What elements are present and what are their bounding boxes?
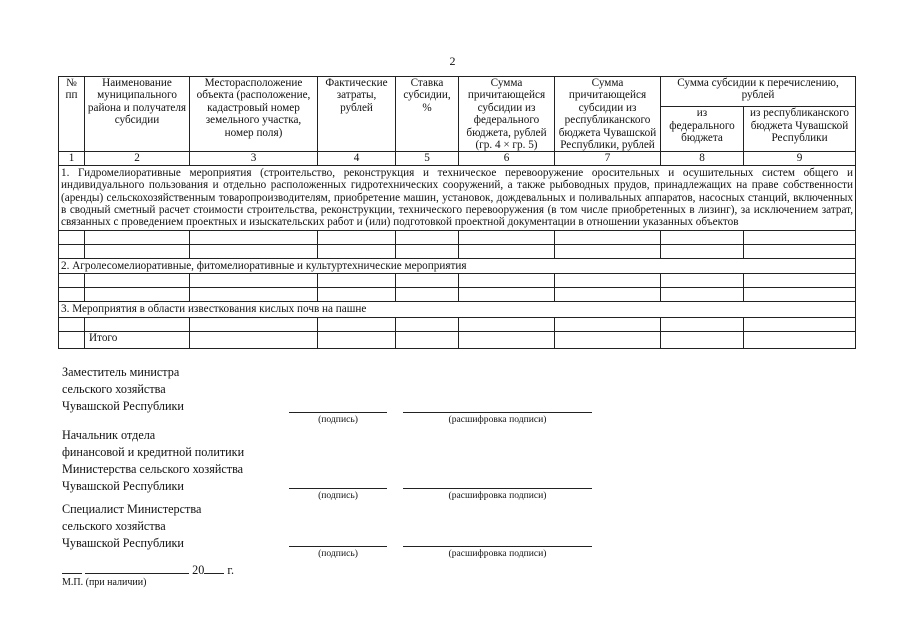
table-cell[interactable] bbox=[85, 274, 190, 288]
table-cell[interactable] bbox=[661, 230, 744, 244]
signatory-title-line: финансовой и кредитной политики bbox=[62, 445, 245, 459]
year-prefix: 20 bbox=[192, 563, 205, 577]
table-cell[interactable] bbox=[85, 244, 190, 258]
table-cell[interactable] bbox=[555, 317, 661, 331]
column-number: 2 bbox=[85, 152, 190, 165]
table-cell[interactable] bbox=[744, 244, 856, 258]
header-location: Месторасположение объекта (расположение, кадастровый номер земельного участка, номер поля) bbox=[190, 77, 318, 152]
table-cell[interactable] bbox=[661, 288, 744, 302]
signatory-title-line: Чувашской Республики bbox=[62, 479, 184, 493]
column-number-row bbox=[59, 152, 856, 165]
signatory-title-line: Начальник отдела bbox=[62, 428, 156, 442]
header-row bbox=[59, 77, 856, 107]
table-cell[interactable] bbox=[661, 331, 744, 348]
table-cell[interactable] bbox=[744, 317, 856, 331]
table-cell[interactable] bbox=[190, 317, 318, 331]
signatory-title-line: Министерства сельского хозяйства bbox=[62, 462, 244, 476]
stamp-note: М.П. (при наличии) bbox=[62, 577, 147, 588]
table-cell[interactable] bbox=[85, 317, 190, 331]
table-cell[interactable] bbox=[190, 244, 318, 258]
table-cell[interactable] bbox=[744, 288, 856, 302]
table-cell[interactable] bbox=[661, 317, 744, 331]
signature-line[interactable] bbox=[289, 412, 387, 413]
table-cell[interactable] bbox=[459, 244, 555, 258]
table-cell[interactable] bbox=[459, 288, 555, 302]
date-line bbox=[62, 561, 234, 578]
table-cell[interactable] bbox=[85, 288, 190, 302]
header-from-republic: из республиканского бюджета Чувашской Республики bbox=[744, 107, 856, 152]
table-cell[interactable] bbox=[318, 244, 396, 258]
section-row bbox=[59, 165, 856, 230]
decoding-caption: (расшифровка подписи) bbox=[448, 490, 547, 501]
table-cell[interactable] bbox=[318, 331, 396, 348]
signature-caption: (подпись) bbox=[318, 490, 358, 501]
column-number: 4 bbox=[318, 152, 396, 165]
header-transfer-group: Сумма субсидии к перечислению, рублей bbox=[661, 77, 856, 107]
table-cell[interactable] bbox=[555, 331, 661, 348]
table-cell[interactable] bbox=[744, 331, 856, 348]
table-cell[interactable] bbox=[555, 274, 661, 288]
table-cell[interactable] bbox=[459, 230, 555, 244]
table-cell[interactable] bbox=[190, 288, 318, 302]
table-cell[interactable] bbox=[318, 230, 396, 244]
signatory-title-line: сельского хозяйства bbox=[62, 382, 166, 396]
table-cell[interactable] bbox=[661, 274, 744, 288]
table-cell[interactable] bbox=[661, 244, 744, 258]
table-cell[interactable] bbox=[190, 331, 318, 348]
signatory-title-line: сельского хозяйства bbox=[62, 519, 166, 533]
header-actual-costs: Фактические затраты, рублей bbox=[318, 77, 396, 152]
table-cell[interactable] bbox=[318, 274, 396, 288]
decoding-caption: (расшифровка подписи) bbox=[448, 414, 547, 425]
signatory-title-line: Чувашской Республики bbox=[62, 536, 184, 550]
header-republic-due: Сумма причитающейся субсидии из республиканского бюджета Чувашской Республики, рублей bbox=[555, 77, 661, 152]
table-cell[interactable] bbox=[190, 274, 318, 288]
decoding-caption: (расшифровка подписи) bbox=[448, 548, 547, 559]
signatory-department-head bbox=[62, 427, 244, 495]
column-number: 3 bbox=[190, 152, 318, 165]
table-row bbox=[59, 230, 856, 244]
page-number: 2 bbox=[449, 54, 456, 68]
column-number: 8 bbox=[661, 152, 744, 165]
table-cell[interactable] bbox=[396, 244, 459, 258]
signatory-title-line: Заместитель министра bbox=[62, 365, 180, 379]
column-number: 1 bbox=[59, 152, 85, 165]
decoding-line[interactable] bbox=[403, 488, 592, 489]
table-cell[interactable] bbox=[396, 331, 459, 348]
signatory-title-line: Специалист Министерства bbox=[62, 502, 202, 516]
table-cell[interactable] bbox=[190, 230, 318, 244]
section-row bbox=[59, 258, 856, 273]
table-row bbox=[59, 317, 856, 331]
table-cell[interactable] bbox=[396, 230, 459, 244]
year-blank[interactable] bbox=[204, 561, 224, 574]
table-cell[interactable] bbox=[318, 288, 396, 302]
total-row bbox=[59, 331, 856, 348]
header-federal-due: Сумма причитающейся субсидии из федерального бюджета, рублей (гр. 4 × гр. 5) bbox=[459, 77, 555, 152]
table-cell[interactable] bbox=[744, 230, 856, 244]
signatory-title-line: Чувашской Республики bbox=[62, 399, 184, 413]
table-cell[interactable] bbox=[396, 274, 459, 288]
section-row bbox=[59, 302, 856, 317]
total-label: Итого bbox=[85, 331, 190, 348]
signature-line[interactable] bbox=[289, 488, 387, 489]
month-blank[interactable] bbox=[85, 561, 189, 574]
year-suffix: г. bbox=[227, 563, 234, 577]
signatory-deputy-minister bbox=[62, 364, 184, 415]
signatory-ministry-specialist bbox=[62, 501, 201, 552]
table-cell[interactable] bbox=[318, 317, 396, 331]
decoding-line[interactable] bbox=[403, 412, 592, 413]
subsidy-table bbox=[58, 76, 856, 349]
header-from-federal: из федерального бюджета bbox=[661, 107, 744, 152]
header-recipient: Наименование муниципального района и получателя субсидии bbox=[85, 77, 190, 152]
section-title-agro: 2. Агролесомелиоративные, фитомелиоративные и культуртехнические мероприятия bbox=[59, 258, 856, 273]
table-cell[interactable] bbox=[85, 230, 190, 244]
table-row bbox=[59, 274, 856, 288]
section-title-hydro: 1. Гидромелиоративные мероприятия (строительство, реконструкция и техническое перевооружение оросительных и осушительных систем общего и индивидуального пользования и отдельно расположенных гидротехнических сооружений, а также рыбоводных прудов, принадлежащих на праве собственности (аренды) сельскохозяйственным товаропроизводителям, приобретение машин, установок, дождевальных и поливальных аппаратов, насосных станций, включенных в сводный сметный расчет стоимости строительства, реконструкции, технического перевооружения (в том числе приобретенных в лизинг), за исключением затрат, связанных с проведением проектных и изыскательских работ и (или) подготовкой проектной документации в отношении указанных объектов bbox=[59, 165, 856, 230]
table-cell[interactable] bbox=[555, 288, 661, 302]
signature-caption: (подпись) bbox=[318, 548, 358, 559]
section-title-liming: 3. Мероприятия в области известкования кислых почв на пашне bbox=[59, 302, 856, 317]
signature-line[interactable] bbox=[289, 546, 387, 547]
header-number: № пп bbox=[59, 77, 85, 152]
column-number: 5 bbox=[396, 152, 459, 165]
column-number: 6 bbox=[459, 152, 555, 165]
table-cell[interactable] bbox=[555, 244, 661, 258]
table-row bbox=[59, 244, 856, 258]
table-cell[interactable] bbox=[459, 331, 555, 348]
table-cell[interactable] bbox=[459, 274, 555, 288]
day-blank[interactable] bbox=[62, 561, 82, 574]
signature-caption: (подпись) bbox=[318, 414, 358, 425]
column-number: 7 bbox=[555, 152, 661, 165]
table-cell[interactable] bbox=[459, 317, 555, 331]
table-row bbox=[59, 288, 856, 302]
table-cell[interactable] bbox=[396, 317, 459, 331]
table-cell[interactable] bbox=[396, 288, 459, 302]
decoding-line[interactable] bbox=[403, 546, 592, 547]
column-number: 9 bbox=[744, 152, 856, 165]
table-cell[interactable] bbox=[555, 230, 661, 244]
table-cell[interactable] bbox=[744, 274, 856, 288]
header-subsidy-rate: Ставка субсидии, % bbox=[396, 77, 459, 152]
